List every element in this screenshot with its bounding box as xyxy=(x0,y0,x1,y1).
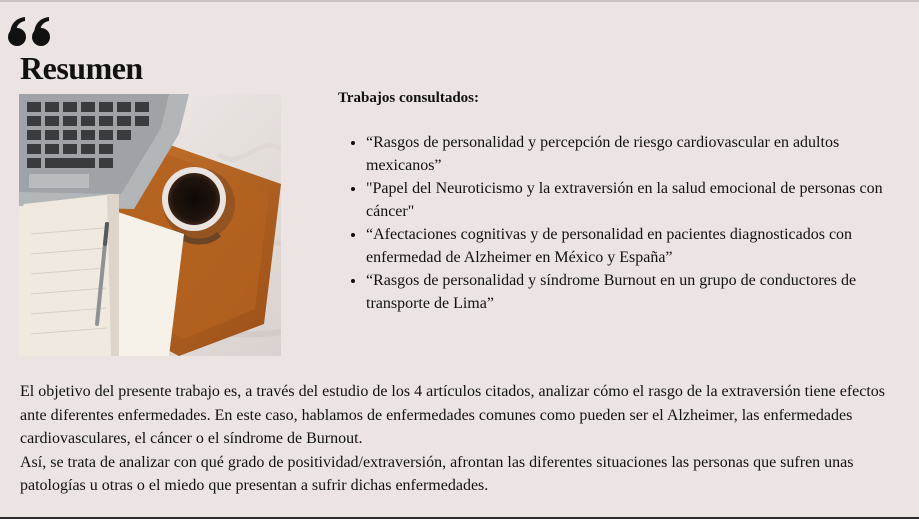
laptop-notebook-coffee-photo xyxy=(19,94,281,356)
works-list xyxy=(338,131,906,315)
list-item: • "Papel del Neuroticismo y la extraversión en la salud emocional de personas con cáncer" xyxy=(366,177,906,223)
list-item: • “Afectaciones cognitivas y de personalidad en pacientes diagnosticados con enfermedad de Alzheimer en México y España” xyxy=(366,223,906,269)
page-title: Resumen xyxy=(20,50,143,86)
quote-marks-icon xyxy=(6,14,54,48)
list-item: • “Rasgos de personalidad y síndrome Burnout en un grupo de conductores de transporte de Lima” xyxy=(366,269,906,315)
works-heading: Trabajos consultados: xyxy=(338,90,479,106)
summary-paragraph: El objetivo del presente trabajo es, a través del estudio de los 4 artículos citados, analizar cómo el rasgo de la extraversión tiene efectos ante diferentes enfermedades. En este caso, hablamos de enfermedades comunes como pueden ser el Alzheimer, las enfermedades cardiovasculares, el cáncer o el síndrome de Burnout. xyxy=(20,383,886,447)
list-item: • “Rasgos de personalidad y percepción de riesgo cardiovascular en adultos mexicanos” xyxy=(366,131,906,177)
top-divider xyxy=(0,0,919,2)
summary-paragraph: Así, se trata de analizar con qué grado de positividad/extraversión, afrontan las diferentes situaciones las personas que sufren unas patologías u otras o el miedo que presentan a sufrir dichas enfermedades. xyxy=(20,453,854,494)
summary-text xyxy=(20,380,900,498)
